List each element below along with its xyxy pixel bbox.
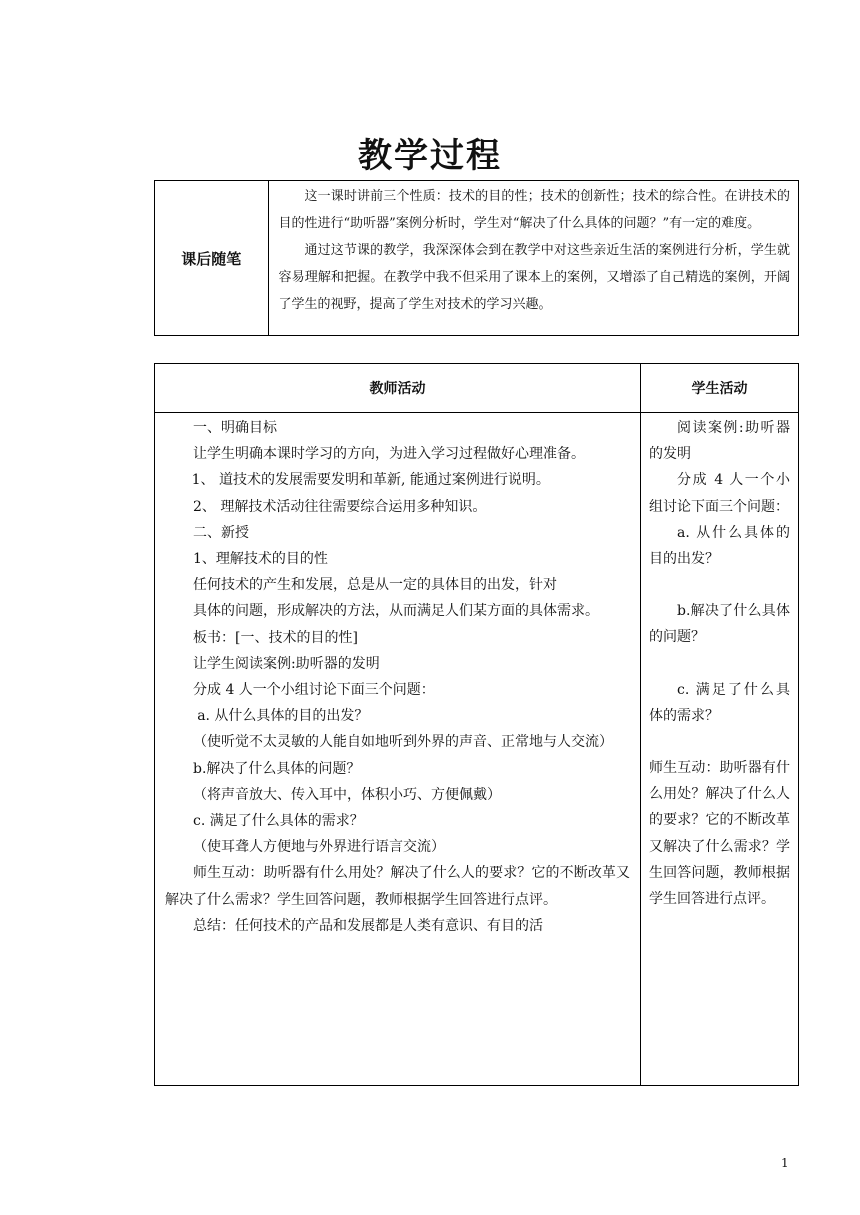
notes-paragraph: 通过这节课的教学，我深深体会到在教学中对这些亲近生活的案例进行分析，学生就容易理解和把握。在教学中我不但采用了课本上的案例，又增添了自己精选的案例，开阔了学生的视野，提高了学生对技术的学习兴趣。 xyxy=(278,243,790,312)
spacer xyxy=(649,651,790,677)
teacher-line: 二、新授 xyxy=(193,524,249,541)
teacher-line: a. 从什么具体的目的出发？ xyxy=(197,708,369,725)
student-activity-header: 学生活动 xyxy=(641,364,799,413)
spacer xyxy=(649,572,790,598)
spacer xyxy=(649,729,790,755)
student-line: 师生互动：助听器有什么用处？解决了什么人的要求？它的不断改革又解决了什么需求？学生回答问题，教师根据学生回答进行点评。 xyxy=(649,760,790,908)
notes-body xyxy=(268,181,798,336)
teacher-line: 师生互动：助听器有什么用处？解决了什么人的要求？它的不断改革又解决了什么需求？学生回答问题，教师根据学生回答进行点评。 xyxy=(165,865,631,908)
teacher-activity-header: 教师活动 xyxy=(155,364,641,413)
student-line: b.解决了什么具体的问题？ xyxy=(649,603,790,646)
teacher-line: 1、理解技术的目的性 xyxy=(193,551,328,568)
teacher-line: （使听觉不太灵敏的人能自如地听到外界的声音、正常地与人交流） xyxy=(193,734,613,751)
teacher-line: 板书：[一、技术的目的性] xyxy=(193,629,358,646)
teacher-line: （将声音放大、传入耳中，体积小巧、方便佩戴） xyxy=(193,786,501,803)
teacher-line: 1、 道技术的发展需要发明和革新, 能通过案例进行说明。 xyxy=(191,472,550,489)
activity-table xyxy=(154,363,799,1086)
teacher-line: 总结：任何技术的产品和发展都是人类有意识、有目的活 xyxy=(193,917,543,934)
teacher-activity-cell xyxy=(155,413,641,1086)
notes-paragraph: 这一课时讲前三个性质：技术的目的性；技术的创新性；技术的综合性。在讲技术的目的性进行“助听器”案例分析时，学生对“解决了什么具体的问题？”有一定的难度。 xyxy=(278,189,790,231)
teacher-line: c. 满足了什么具体的需求？ xyxy=(193,813,364,830)
student-line: 阅读案例:助听器的发明 xyxy=(649,420,790,463)
teacher-line: 让学生阅读案例:助听器的发明 xyxy=(193,655,380,672)
student-line: a. 从什么具体的目的出发？ xyxy=(649,524,790,568)
teacher-line: 一、明确目标 xyxy=(193,420,277,436)
teacher-line: 任何技术的产生和发展，总是从一定的具体目的出发，针对 xyxy=(193,577,557,594)
after-class-notes-table xyxy=(154,180,799,336)
student-activity-cell xyxy=(641,413,799,1086)
student-line: 分成 4 人一个小组讨论下面三个问题： xyxy=(649,472,790,515)
notes-label: 课后随笔 xyxy=(155,181,269,336)
teacher-line: （使耳聋人方便地与外界进行语言交流） xyxy=(193,839,445,856)
teacher-line: 让学生明确本课时学习的方向，为进入学习过程做好心理准备。 xyxy=(193,446,585,463)
page-title: 教学过程 xyxy=(358,136,502,176)
teacher-line: b.解决了什么具体的问题？ xyxy=(193,760,361,777)
student-line: c. 满足了什么具体的需求？ xyxy=(649,681,790,724)
teacher-line: 2、 理解技术活动往往需要综合运用多种知识。 xyxy=(193,498,487,515)
page-number: 1 xyxy=(781,1156,789,1170)
teacher-line: 具体的问题，形成解决的方法，从而满足人们某方面的具体需求。 xyxy=(193,603,599,620)
teacher-line: 分成 4 人一个小组讨论下面三个问题： xyxy=(193,682,435,699)
